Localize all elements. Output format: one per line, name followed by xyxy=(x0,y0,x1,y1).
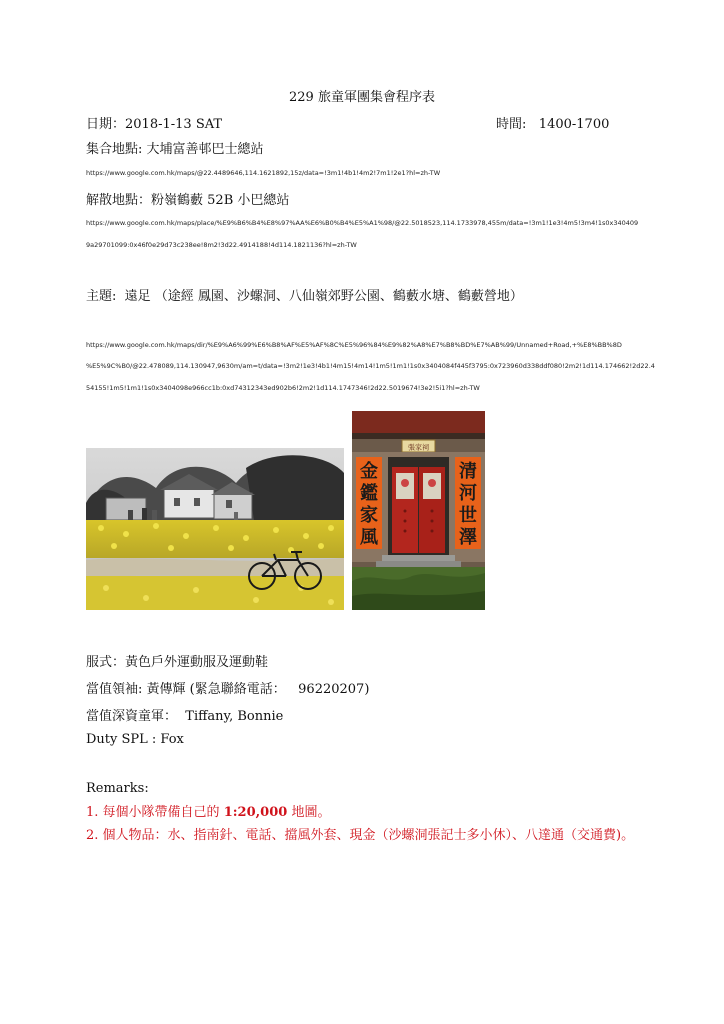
uniform-value: 黃色戶外運動服及運動鞋 xyxy=(125,655,269,670)
uniform-line xyxy=(86,651,268,670)
route-map-link-line-2[interactable]: %E5%9C%B0/@22.478089,114.130947,9630m/am=t/data=!3m2!1e3!4b1!4m15!4m14!1m5!1m1!1s0x3404084f445f3795:0x723960d338ddf080!2m2!1d114.174662!2d22.4 xyxy=(86,362,655,370)
time-value: 1400-1700 xyxy=(538,117,610,132)
route-map-link-line-1[interactable]: https://www.google.com.hk/maps/dir/%E9%A6%99%E6%B8%AF%E5%AF%8C%E5%96%84%E9%82%A8%E7%B8%BD%E7%AB%99/Unnamed+Road,+%E8%BB%8D xyxy=(86,341,622,349)
senior-label: 當值深資童軍： xyxy=(86,709,178,724)
couplet-left-char-4: 風 xyxy=(360,527,378,548)
route-map-link-line-3[interactable]: 54155!1m5!1m1!1s0x3404098e966cc1b:0xd74312343ed902b6!2m2!1d114.1747346!2d22.5019674!3e2!5i1?hl=zh-TW xyxy=(86,384,480,392)
remark-1-prefix: 1. 每個小隊帶備自己的 xyxy=(86,805,220,820)
uniform-label: 服式： xyxy=(86,655,126,670)
time-label: 時間: xyxy=(496,117,527,132)
couplet-left-char-2: 鑑 xyxy=(360,483,378,504)
leader-line xyxy=(86,678,369,697)
remark-1-suffix: 地圖。 xyxy=(291,805,331,820)
duty-spl-line: Duty SPL : Fox xyxy=(86,732,184,747)
remark-1-scale: 1:20,000 xyxy=(223,805,288,820)
hall-sign-text: 張家祠 xyxy=(408,443,429,452)
dismiss-map-link-line-2[interactable]: 9a29701099:0x46f0e29d73c238ee!8m2!3d22.4914188!4d114.1821136?hl=zh-TW xyxy=(86,241,357,249)
dismiss-map-link-line-1[interactable]: https://www.google.com.hk/maps/place/%E9%B6%B4%E8%97%AA%E6%B0%B4%E5%A1%98/@22.5018523,114.1733978,455m/data=!3m1!1e3!4m5!3m4!1s0x340409 xyxy=(86,219,639,227)
senior-scout-line xyxy=(86,705,283,724)
dismiss-label: 解散地點： xyxy=(86,193,152,208)
dismiss-line xyxy=(86,189,289,208)
senior-value: Tiffany, Bonnie xyxy=(185,709,284,724)
gather-label: 集合地點: xyxy=(86,142,143,157)
date-line xyxy=(86,113,222,132)
leader-value: 黃傳輝 (緊急聯絡電話： xyxy=(146,682,286,697)
date-value: 2018-1-13 SAT xyxy=(125,117,223,132)
leader-phone: 96220207) xyxy=(298,682,370,697)
time-line xyxy=(496,113,609,132)
couplet-left-char-1: 金 xyxy=(360,461,378,482)
couplet-left-char-3: 家 xyxy=(360,505,378,526)
village-field-photo xyxy=(86,448,344,610)
theme-value: 遠足 （途經 鳳園、沙螺洞、八仙嶺郊野公園、鶴藪水塘、鶴藪營地） xyxy=(124,289,523,304)
remark-item-2: 2. 個人物品：水、指南針、電話、擋風外套、現金（沙螺洞張記士多小休）、八達通（交通費)。 xyxy=(86,828,635,843)
remark-item-1 xyxy=(86,801,330,820)
document-title: 229 旅童軍團集會程序表 xyxy=(289,90,435,105)
dismiss-value: 粉嶺鶴藪 52B 小巴總站 xyxy=(151,193,290,208)
theme-line xyxy=(86,285,523,304)
gather-line xyxy=(86,138,264,157)
date-label: 日期： xyxy=(86,117,126,132)
gather-value: 大埔富善邨巴士總站 xyxy=(146,142,264,157)
couplet-right-char-2: 河 xyxy=(459,483,477,504)
couplet-right-char-1: 清 xyxy=(459,461,477,482)
couplet-right-char-4: 澤 xyxy=(459,527,477,548)
leader-label: 當值領袖: xyxy=(86,682,143,697)
couplet-right-char-3: 世 xyxy=(459,505,477,526)
remarks-heading: Remarks: xyxy=(86,781,149,796)
gather-map-link[interactable]: https://www.google.com.hk/maps/@22.4489646,114.1621892,15z/data=!3m1!4b1!4m2!7m1!2e1?hl=zh-TW xyxy=(86,169,441,177)
ancestral-hall-door-photo xyxy=(352,411,485,610)
theme-label: 主題: xyxy=(86,289,117,304)
